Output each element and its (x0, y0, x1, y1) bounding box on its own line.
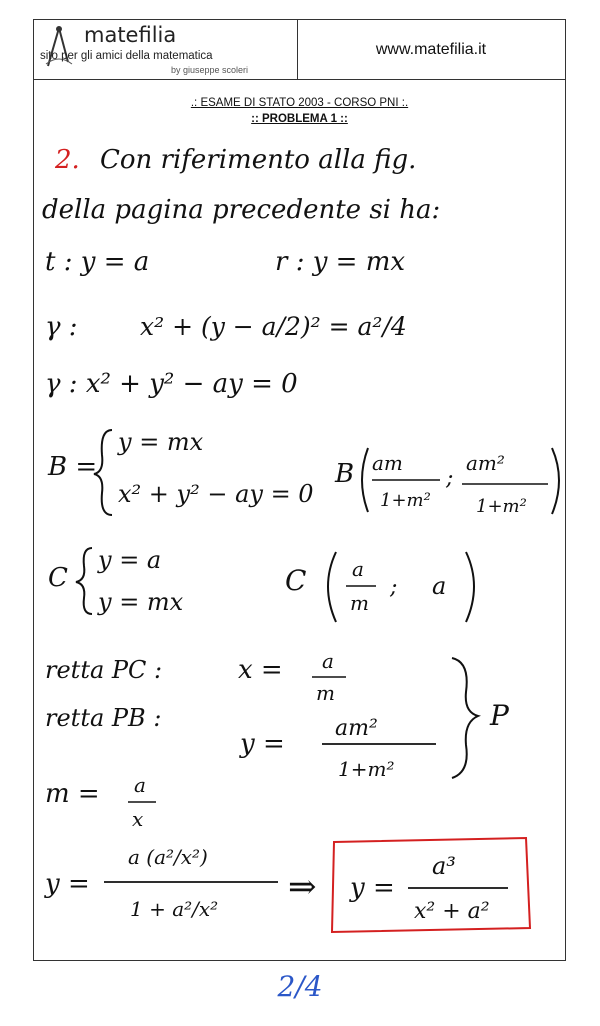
line-r-eq: r : y = mx (275, 247, 406, 277)
svg-text:;: ; (390, 575, 398, 600)
m-numerator: a (134, 773, 146, 797)
PB-denominator: 1+m² (338, 757, 395, 781)
B-x-denominator: 1+m² (380, 490, 431, 511)
y-denominator: 1 + a²/x² (130, 897, 219, 921)
exam-title: .: ESAME DI STATO 2003 - CORSO PNI :. (190, 97, 409, 109)
m-eq-lhs: m = (45, 779, 100, 809)
PC-denominator: m (316, 681, 335, 705)
retta-PB-label: retta PB : (45, 704, 162, 732)
C-system-eq1: y = a (98, 546, 162, 574)
PB-numerator: am² (335, 716, 378, 741)
B-label: B = (48, 452, 98, 482)
line-t-eq: t : y = a (45, 247, 150, 277)
result-numerator: a³ (432, 852, 456, 880)
B-system-eq2: x² + y² − ay = 0 (118, 480, 314, 508)
C-x-numerator: a (352, 557, 364, 581)
result-lhs: y = (350, 873, 395, 903)
C-x-denominator: m (350, 591, 369, 615)
retta-PC-label: retta PC : (45, 656, 163, 684)
B-y-numerator: am² (466, 451, 505, 475)
m-denominator: x (132, 807, 144, 831)
logo-name: matefilia (84, 23, 177, 47)
B-point-label: B (335, 459, 355, 489)
gamma-expanded-eq: γ : x² + y² − ay = 0 (45, 369, 298, 399)
item-number: 2. (55, 145, 80, 175)
website-link[interactable]: www.matefilia.it (375, 41, 487, 58)
y-numerator: a (a²/x²) (128, 845, 208, 869)
logo-tagline: sito per gli amici della matematica (40, 50, 213, 62)
PC-eq-lhs: x = (238, 655, 283, 685)
problem-title: :: PROBLEMA 1 :: (251, 113, 348, 125)
intro-line-2: della pagina precedente si ha: (42, 195, 441, 225)
B-system-eq1: y = mx (118, 428, 204, 456)
implies-arrow: ⇒ (288, 867, 317, 907)
gamma-equation: x² + (y − a/2)² = a²/4 (140, 312, 407, 341)
page-number: 2/4 (277, 970, 323, 1003)
svg-text:;: ; (446, 466, 454, 491)
C-y-value: a (432, 572, 447, 600)
intro-line-1: Con riferimento alla fig. (100, 145, 417, 175)
B-y-denominator: 1+m² (476, 496, 527, 517)
PB-eq-lhs: y = (240, 729, 285, 759)
B-x-numerator: am (372, 451, 403, 475)
result-denominator: x² + a² (414, 899, 490, 924)
gamma-label: γ : (45, 312, 78, 342)
C-label: C (48, 563, 68, 593)
logo-byline: by giuseppe scoleri (171, 65, 249, 75)
PC-numerator: a (322, 649, 334, 673)
C-point-label: C (285, 564, 307, 597)
P-label: P (490, 699, 509, 732)
C-system-eq2: y = mx (98, 588, 184, 616)
y-eq-lhs: y = (45, 869, 90, 899)
